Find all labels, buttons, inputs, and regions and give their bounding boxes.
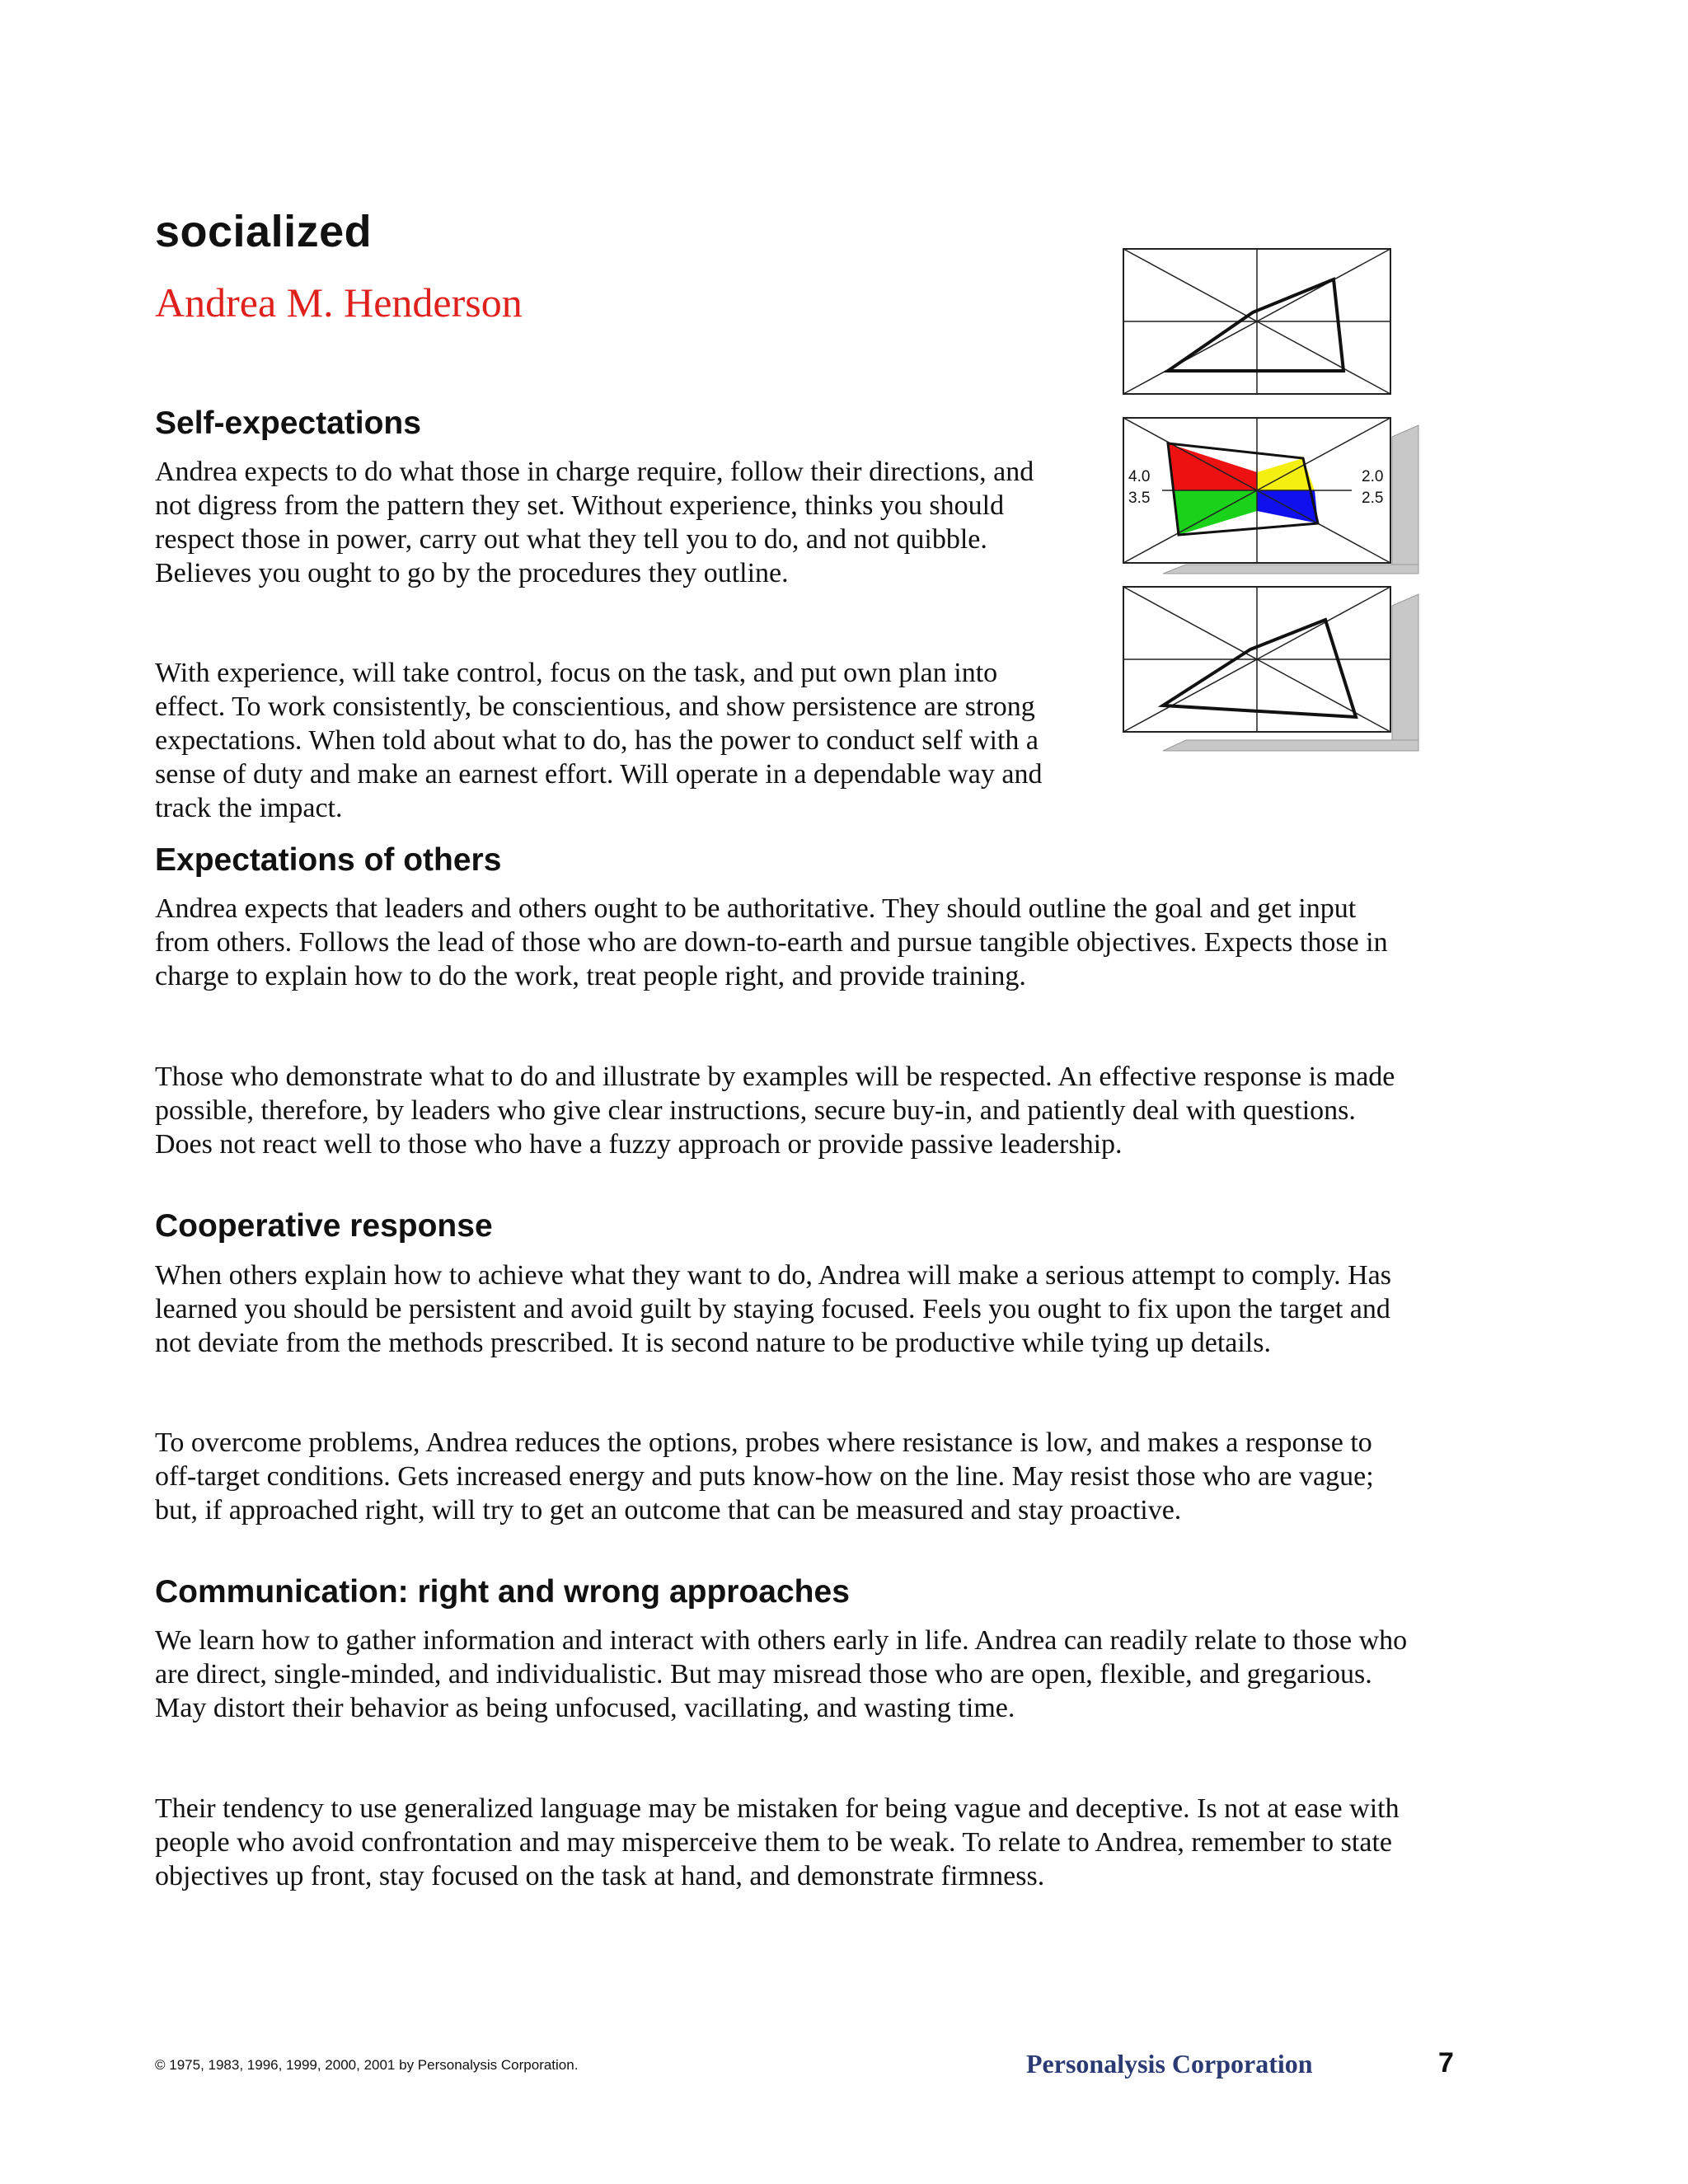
self-expectations-paragraph-1: Andrea expects to do what those in charge require, follow their directions, and not digress from the pattern they set. Without experience, thinks you should respect those in power, carry out what they tell you to do, and not quibble. Believes you ought to go by the procedures they outline.	[155, 457, 1034, 588]
heading-self-expectations: Self-expectations	[155, 405, 421, 441]
heading-communication: Communication: right and wrong approaches	[155, 1574, 850, 1610]
profile-charts	[1117, 246, 1422, 757]
chart-shadow	[1163, 740, 1418, 751]
bottom-quadrant-chart	[1117, 583, 1422, 757]
label-bottom-right: 2.5	[1362, 490, 1384, 507]
middle-quadrant-chart	[1117, 415, 1422, 579]
communication-paragraph-1: We learn how to gather information and interact with others early in life. Andrea can readily relate to those who are direct, single-minded, and individualistic. But may misread those who are open, flexible, and gregarious. May distort their behavior as being unfocused, vacillating, and wasting time.	[155, 1625, 1408, 1723]
chart-shadow	[1392, 425, 1418, 574]
page-number: 7	[1438, 2047, 1454, 2079]
label-top-left: 4.0	[1128, 468, 1151, 485]
footer-copyright: © 1975, 1983, 1996, 1999, 2000, 2001 by Personalysis Corporation.	[155, 2057, 579, 2073]
communication-paragraph-2: Their tendency to use generalized language may be mistaken for being vague and deceptive. Is not at ease with people who avoid confrontation and may misperceive them to be weak. To relate to Andrea, remember to state objectives up front, stay focused on the task at hand, and demonstrate firmness.	[155, 1793, 1400, 1891]
chart-shadow	[1392, 594, 1418, 751]
heading-expectations-of-others: Expectations of others	[155, 842, 502, 878]
cooperative-response-paragraph-1: When others explain how to achieve what they want to do, Andrea will make a serious attempt to comply. Has learned you should be persistent and avoid guilt by staying focused. Feels you ought to fix upon the target and not deviate from the methods prescribed. It is second nature to be productive while tying up details.	[155, 1260, 1392, 1358]
footer-company: Personalysis Corporation	[1026, 2049, 1313, 2079]
label-top-right: 2.0	[1362, 468, 1384, 485]
document-title: socialized	[155, 207, 373, 256]
self-expectations-paragraph-2: With experience, will take control, focus on the task, and put own plan into effect. To work consistently, be conscientious, and show persistence are strong expectations. When told about what to do, has the power to conduct self with a sense of duty and make an earnest effort. Will operate in a dependable way and track the impact.	[155, 658, 1043, 823]
expectations-of-others-paragraph-2: Those who demonstrate what to do and illustrate by examples will be respected. An effective response is made possible, therefore, by leaders who give clear instructions, secure buy-in, and patiently deal with questions. Does not react well to those who have a fuzzy approach or provide passive leadership.	[155, 1062, 1395, 1160]
top-quadrant-chart	[1117, 246, 1422, 398]
cooperative-response-paragraph-2: To overcome problems, Andrea reduces the options, probes where resistance is low, and makes a response to off-target conditions. Gets increased energy and puts know-how on the line. May resist those who are vague; but, if approached right, will try to get an outcome that can be measured and stay proactive.	[155, 1427, 1374, 1526]
heading-cooperative-response: Cooperative response	[155, 1208, 493, 1244]
subject-name: Andrea M. Henderson	[155, 279, 523, 326]
chart-shadow	[1163, 565, 1418, 574]
expectations-of-others-paragraph-1: Andrea expects that leaders and others ought to be authoritative. They should outline the goal and get input from others. Follows the lead of those who are down-to-earth and pursue tangible objectives. Expects those in charge to explain how to do the work, treat people right, and provide training.	[155, 893, 1388, 991]
label-bottom-left: 3.5	[1128, 490, 1151, 507]
